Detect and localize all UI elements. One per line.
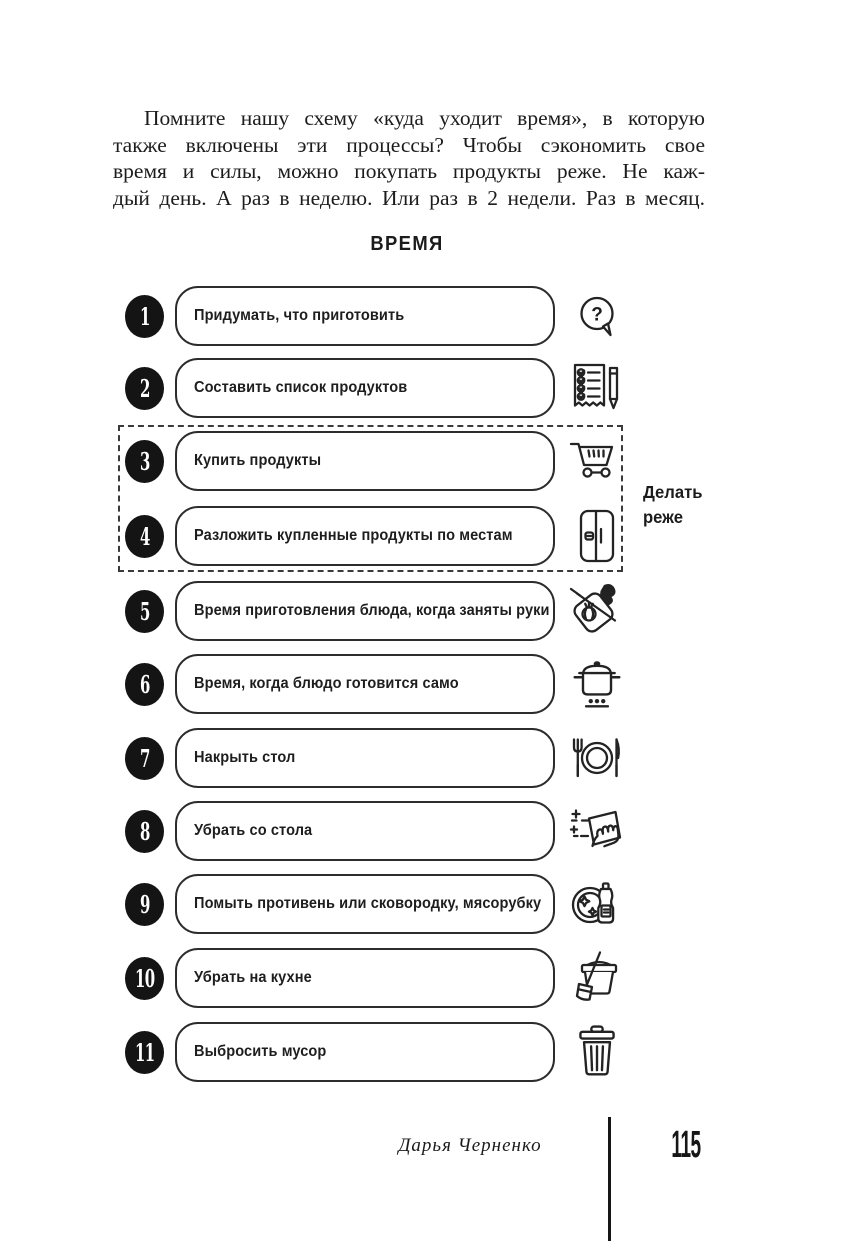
item-number: 8 (139, 817, 150, 846)
item-label: Составить список продуктов (194, 379, 408, 396)
item-number-badge (125, 957, 164, 1000)
item-number-badge (125, 663, 164, 706)
shopping-list-icon (561, 358, 633, 418)
cutting-board-icon (561, 581, 633, 641)
item-number-badge (125, 367, 164, 410)
item-row (0, 1022, 845, 1082)
footer-author: Дарья Черненко (398, 1135, 542, 1156)
page-number: 115 (671, 1124, 701, 1166)
item-number: 1 (139, 302, 150, 331)
item-row (0, 581, 845, 641)
item-label: Придумать, что приготовить (194, 307, 405, 324)
item-row (0, 654, 845, 714)
item-number-badge (125, 440, 164, 483)
item-label-box (175, 506, 555, 566)
place-setting-icon (561, 728, 633, 788)
item-label-box (175, 358, 555, 418)
item-number-badge (125, 737, 164, 780)
intro-paragraph (113, 105, 705, 211)
cooking-pot-icon (561, 654, 633, 714)
item-row (0, 948, 845, 1008)
item-label-box (175, 286, 555, 346)
question-bubble-icon (561, 286, 633, 346)
item-label-box (175, 581, 555, 641)
item-number: 6 (139, 670, 150, 699)
item-number-badge (125, 883, 164, 926)
item-label-box (175, 431, 555, 491)
item-label: Время приготовления блюда, когда заняты руки (194, 602, 550, 619)
dish-washing-icon (561, 874, 633, 934)
item-number-badge (125, 515, 164, 558)
trash-can-icon (561, 1022, 633, 1082)
item-number-badge (125, 810, 164, 853)
item-number: 10 (134, 964, 155, 993)
item-number-badge (125, 1031, 164, 1074)
item-number: 9 (139, 890, 150, 919)
item-label: Купить продукты (194, 452, 322, 469)
wiping-cloth-icon (561, 801, 633, 861)
item-row (0, 286, 845, 346)
item-label-box (175, 1022, 555, 1082)
diagram-title: ВРЕМЯ (370, 233, 444, 255)
frequency-group-label: Делать реже (643, 482, 703, 527)
item-label-box (175, 874, 555, 934)
item-number-badge (125, 295, 164, 338)
item-label-box (175, 801, 555, 861)
item-label: Выбросить мусор (194, 1043, 327, 1060)
intro-line: Помните нашу схему «куда уходит время», в которую (144, 106, 705, 130)
fridge-icon (561, 506, 633, 566)
item-row (0, 506, 845, 566)
item-row (0, 358, 845, 418)
item-number: 7 (139, 744, 150, 773)
item-row (0, 801, 845, 861)
item-label: Помыть противень или сковородку, мясорубку (194, 895, 542, 912)
footer-divider (608, 1117, 611, 1241)
item-label-box (175, 948, 555, 1008)
item-number-badge (125, 590, 164, 633)
item-label-box (175, 728, 555, 788)
item-row (0, 431, 845, 491)
item-number: 11 (134, 1038, 155, 1067)
item-label: Убрать на кухне (194, 969, 312, 986)
item-number: 3 (139, 447, 150, 476)
item-label-box (175, 654, 555, 714)
item-label: Время, когда блюдо готовится само (194, 675, 459, 692)
item-number: 2 (139, 374, 150, 403)
item-row (0, 874, 845, 934)
question-mark-glyph: ? (591, 304, 603, 326)
mop-bucket-icon (561, 948, 633, 1008)
intro-line: время и силы, можно покупать продукты реже. Не каж- (113, 159, 705, 184)
item-label: Накрыть стол (194, 749, 296, 766)
item-number: 5 (139, 597, 150, 626)
intro-line: дый день. А раз в неделю. Или раз в 2 недели. Раз в месяц. (113, 185, 705, 210)
item-label: Разложить купленные продукты по местам (194, 527, 513, 544)
shopping-cart-icon (561, 431, 633, 491)
intro-line: также включены эти процессы? Чтобы сэкономить свое (113, 132, 705, 157)
item-label: Убрать со стола (194, 822, 313, 839)
item-row (0, 728, 845, 788)
item-number: 4 (139, 522, 150, 551)
